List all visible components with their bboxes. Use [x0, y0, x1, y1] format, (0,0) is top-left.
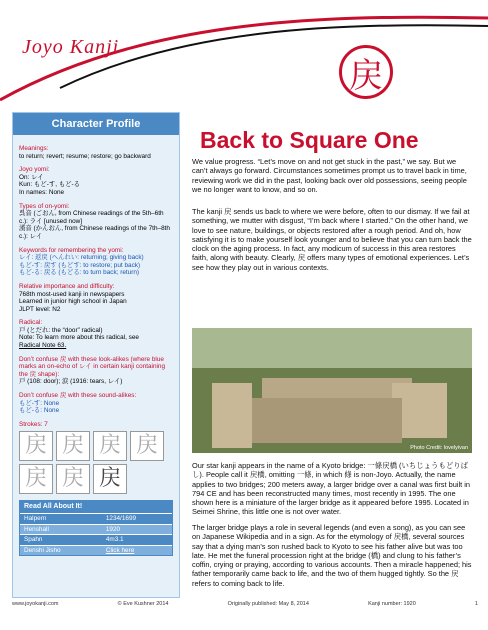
on-yomi: On: レイ: [19, 173, 44, 181]
bridge-illustration: [192, 328, 472, 453]
radical-name: 戸 (とだれ: the “door” radical): [19, 326, 103, 334]
joyo-yomi-label: Joyo yomi:: [19, 166, 50, 174]
fourth-paragraph: The larger bridge plays a role in several legends (and even a song), as you can see on Japanese Wikipedia and in a sign. As for the etymology of 戻橋, several sources say that a dying man’s son rushed back to Kyoto to see his father alive but was too late. He met the funeral procession right at the bridge (橋) and clung to his father’s coffin, crying or praying, according to various accounts. Then a miracle happened; his father temporarily came back to life, and the two of them hugged tightly. So the 戻 refers to coming back to life.: [192, 523, 472, 588]
keyword-modosu: もど-す: 戻す (もどす: to restore; put back): [19, 261, 141, 269]
importance-school: Learned in junior high school in Japan: [19, 298, 127, 306]
names-yomi: In names: None: [19, 188, 65, 196]
stroke-order-grid: [19, 431, 173, 494]
keyword-modoru: もど-る: 戻る (もどる: to turn back; return): [19, 269, 140, 277]
importance-jlpt: JLPT level: N2: [19, 305, 61, 313]
stroke-step: 戻: [93, 464, 127, 494]
types-label: Types of on-yomi:: [19, 202, 70, 210]
article-title: Back to Square One: [200, 127, 419, 153]
radical-note-link[interactable]: Radical Note 63.: [19, 342, 67, 350]
footer-site[interactable]: www.joyokanji.com: [12, 601, 59, 607]
second-paragraph: The kanji 戻 sends us back to where we were before, often to our dismay. If we fail at something, we mutter with disgust, “I’m back where I started.” On the other hand, we love to see nature, buildings, or objects restored after a rough period. And oh, how satisfying it is to make yourself look younger and to believe that you can turn back the clock on the aging process. In fact, any modicum of success in this area restores faith, along with beauty. Clearly, 戻 offers many types of emotional experiences. Let’s see how they play out in various contexts.: [192, 207, 472, 272]
reference-table: [20, 513, 172, 555]
site-logo: Joyo Kanji: [22, 36, 120, 58]
footer-published: Originally published: May 8, 2014: [227, 601, 309, 607]
ref-name: Halpern: [20, 514, 102, 525]
radical-label: Radical:: [19, 319, 43, 327]
importance-label: Relative importance and difficulty:: [19, 282, 115, 290]
header: [0, 0, 488, 110]
ref-name: Denshi Jisho: [20, 545, 102, 555]
stroke-step: 戻: [19, 431, 53, 461]
table-row: [20, 514, 172, 525]
soundalike-modoru: もど-る: None: [19, 407, 60, 415]
soundalike-modosu: もど-す: None: [19, 399, 60, 407]
ref-name: Spahn: [20, 535, 102, 546]
bridge-photo: [192, 328, 472, 453]
stroke-step: 戻: [56, 464, 90, 494]
footer: [12, 601, 478, 607]
ref-value: 4m3.1: [102, 535, 172, 546]
stroke-step: 戻: [56, 431, 90, 461]
soundalike-label: Don’t confuse 戻 with these sound-alikes:: [19, 392, 137, 400]
radical-note: Note: To learn more about this radical, see: [19, 334, 139, 342]
meanings: to return; revert; resume; restore; go backward: [19, 152, 151, 160]
third-paragraph: Our star kanji appears in the name of a Kyoto bridge: 一條戻橋 (いちじょうもどりばし). People call it 戻橋, omitting 一條, in which 條 is non-Joyo. Actually, the name applies to two bridges; 200 meters away, a larger bridge over a canal was first built in 794 CE and has been reconstructed many times, most recently in 1995. The one shown here is a miniature of the larger bridge as it appeared before 1995. Located in Seimei Shrine, this little one is not over water.: [192, 461, 470, 517]
footer-kanji-number: Kanji number: 1920: [368, 601, 416, 607]
table-row: [20, 535, 172, 546]
keyword-rei: レイ: 返戻 (へんれい: returning; giving back): [19, 254, 144, 262]
stroke-step: 戻: [19, 464, 53, 494]
lookalike-label: Don’t confuse 戻 with these look-alikes (where blue marks an on-echo of レイ in certain kanji containing the 戻 shape):: [19, 355, 166, 378]
keywords-label: Keywords for remembering the yomi:: [19, 246, 124, 254]
types-kanon: 漢音 (かんおん, from Chinese readings of the 7th–8th c.): レイ: [19, 225, 170, 240]
footer-copyright: © Eve Kushner 2014: [117, 601, 169, 607]
sidebar-title: Character Profile: [13, 113, 179, 135]
ref-value: 1234/1699: [102, 514, 172, 525]
importance-frequency: 768th most-used kanji in newspapers: [19, 290, 125, 298]
stroke-step: 戻: [130, 431, 164, 461]
strokes-label: Strokes: 7: [19, 420, 48, 428]
table-row: [20, 524, 172, 535]
ref-value: 1920: [102, 524, 172, 535]
intro-paragraph: We value progress. “Let’s move on and not get stuck in the past,” we say. But we can’t always go forward. Circumstances sometimes prompt us to travel back in time, reviewing work we did in the past, looking back over old possessions, seeing people we no longer want to know, and so on.: [192, 157, 467, 194]
read-all-title: Read All About It!: [20, 501, 172, 513]
types-goon: 呉音 (ごおん, from Chinese readings of the 5th–6th c.): ライ [unused now]: [19, 210, 164, 225]
table-row: [20, 545, 172, 555]
lookalike-list: 戸 (108: door); 涙 (1916: tears, レイ): [19, 378, 123, 386]
meanings-label: Meanings:: [19, 145, 49, 152]
kun-yomi: Kun: もど-す, もど-る: [19, 181, 81, 189]
character-profile-sidebar: [12, 112, 180, 598]
denshi-jisho-link[interactable]: Click here: [102, 545, 172, 555]
photo-credit: Photo Credit: lovelyivan: [410, 445, 468, 451]
featured-kanji: 戻: [339, 45, 393, 99]
read-all-about-it: [19, 500, 173, 556]
stroke-step: 戻: [93, 431, 127, 461]
ref-name: Henshall: [20, 524, 102, 535]
footer-page-number: 1: [474, 601, 478, 607]
